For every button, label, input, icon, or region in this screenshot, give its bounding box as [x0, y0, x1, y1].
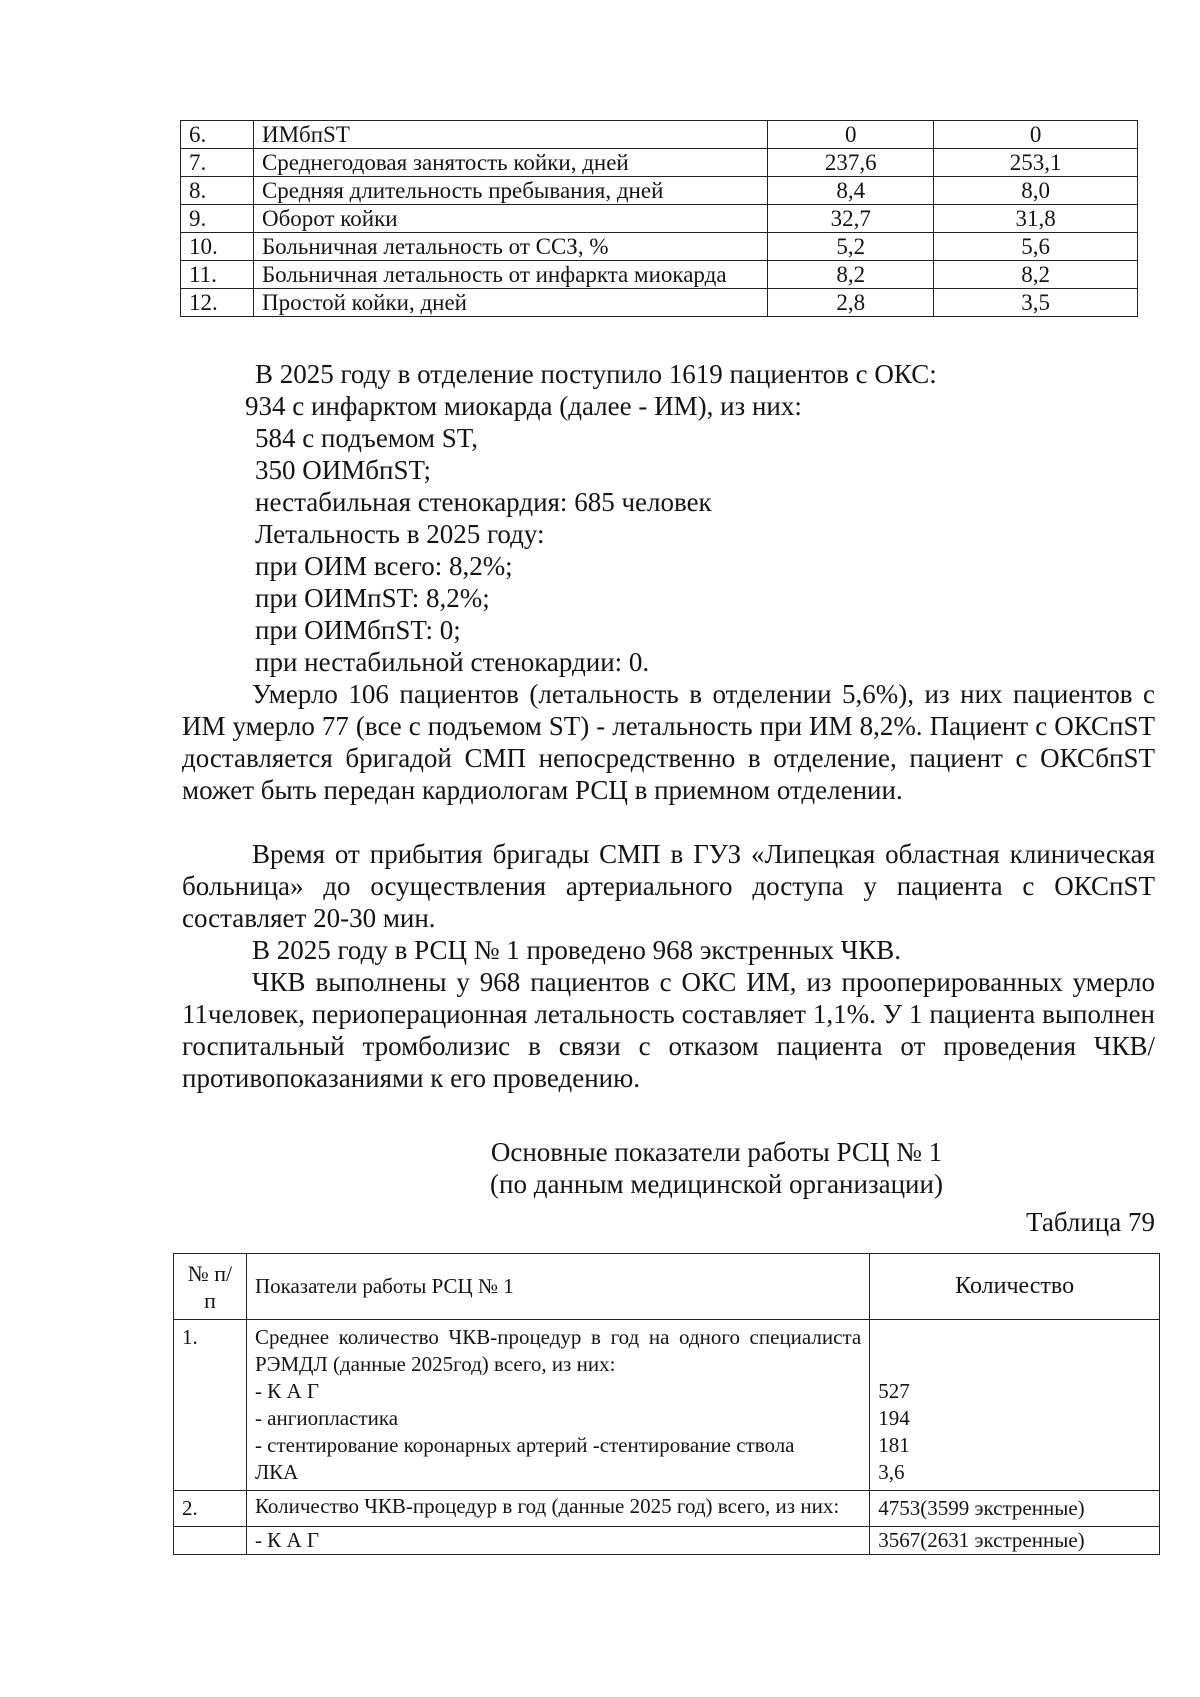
- row-indicator: Простой койки, дней: [253, 289, 767, 317]
- row-value-2: 0: [934, 121, 1138, 149]
- row-number: 6.: [181, 121, 254, 149]
- row-number: 10.: [181, 233, 254, 261]
- row-value-1: 237,6: [768, 149, 934, 177]
- body-line-2: 934 с инфарктом миокарда (далее - ИМ), из них:: [245, 391, 802, 421]
- table-row: [181, 261, 1138, 289]
- row-text: Среднее количество ЧКВ-процедур в год на одного специалиста РЭМДЛ (данные 2025год) всего, из них:: [254, 1325, 862, 1376]
- body-line-5: нестабильная стенокардия: 685 человек: [255, 487, 712, 517]
- row-indicator: ИМбпST: [253, 121, 767, 149]
- table-row: [181, 177, 1138, 205]
- row-number: 7.: [181, 149, 254, 177]
- item-angioplasty: - ангиопластика: [254, 1406, 399, 1430]
- paragraph-arrival-time: Время от прибытия бригады СМП в ГУЗ «Липецкая областная клиническая больница» до осуществления артериального доступа у пациента с ОКСпST составляет 20-30 мин.: [182, 839, 1155, 933]
- row-value-1: 5,2: [768, 233, 934, 261]
- row-value-1: 32,7: [768, 205, 934, 233]
- row-value-2: 31,8: [934, 205, 1138, 233]
- row-indicator: Среднегодовая занятость койки, дней: [253, 149, 767, 177]
- rsc-indicators-table: [173, 1253, 1160, 1555]
- header-indicator: Показатели работы РСЦ № 1: [246, 1254, 869, 1320]
- table-header-row: [174, 1254, 1160, 1320]
- row-number: 8.: [181, 177, 254, 205]
- paragraph-mortality: Умерло 106 пациентов (летальность в отделении 5,6%), из них пациентов с ИМ умерло 77 (все с подъемом ST) - летальность при ИМ 8,2%. Пациент с ОКСпST доставляется бригадой СМП непосредственно в отделение, пациент с ОКСбпST может быть передан кардиологам РСЦ в приемном отделении.: [182, 679, 1155, 805]
- row-indicator: Больничная летальность от инфаркта миокарда: [253, 261, 767, 289]
- row-number: 2.: [174, 1491, 247, 1527]
- table-row: [181, 233, 1138, 261]
- row-number: 9.: [181, 205, 254, 233]
- table-row: [174, 1491, 1160, 1527]
- row-number: 1.: [174, 1320, 247, 1491]
- table-number: Таблица 79: [1026, 1207, 1155, 1237]
- table-row: [181, 289, 1138, 317]
- row-number: 11.: [181, 261, 254, 289]
- row-value-2: 3,5: [934, 289, 1138, 317]
- row-indicator: Средняя длительность пребывания, дней: [253, 177, 767, 205]
- row-indicator: - К А Г: [246, 1527, 869, 1555]
- value-lka: 3,6: [878, 1460, 905, 1484]
- row-indicator: Больничная летальность от ССЗ, %: [253, 233, 767, 261]
- table-row: [181, 121, 1138, 149]
- row-value-1: 8,2: [768, 261, 934, 289]
- row-value-2: 8,0: [934, 177, 1138, 205]
- row-number: [174, 1527, 247, 1555]
- row-quantity: [870, 1320, 1160, 1491]
- value-kag: 527: [878, 1379, 910, 1403]
- row-indicator: Оборот койки: [253, 205, 767, 233]
- bed-indicators-table: [180, 120, 1138, 317]
- body-line-6: Летальность в 2025 году:: [255, 519, 545, 549]
- row-value-2: 5,6: [934, 233, 1138, 261]
- table-row: [174, 1527, 1160, 1555]
- row-value-1: 8,4: [768, 177, 934, 205]
- body-line-9: при ОИМбпST: 0;: [255, 615, 461, 645]
- table-row: [181, 149, 1138, 177]
- row-value-1: 2,8: [768, 289, 934, 317]
- value-stenting: 181: [878, 1433, 910, 1457]
- header-number: № п/п: [174, 1254, 247, 1320]
- row-number: 12.: [181, 289, 254, 317]
- row-indicator: [246, 1320, 869, 1491]
- row-indicator: Количество ЧКВ-процедур в год (данные 2025 год) всего, из них:: [246, 1491, 869, 1527]
- table-row: [181, 205, 1138, 233]
- body-line-10: при нестабильной стенокардии: 0.: [255, 647, 650, 677]
- paragraph-pci-results: ЧКВ выполнены у 968 пациентов с ОКС ИМ, из прооперированных умерло 11человек, периоперационная летальность составляет 1,1%. У 1 пациента выполнен госпитальный тромболизис в связи с отказом пациента от проведения ЧКВ/противопоказаниями к его проведению.: [182, 967, 1155, 1093]
- table-row: [174, 1320, 1160, 1491]
- body-line-3: 584 с подъемом ST,: [255, 423, 479, 453]
- item-kag: - К А Г: [254, 1379, 319, 1403]
- row-value-2: 8,2: [934, 261, 1138, 289]
- body-line-7: при ОИМ всего: 8,2%;: [255, 551, 513, 581]
- body-line-4: 350 ОИМбпST;: [255, 455, 431, 485]
- row-quantity: 3567(2631 экстренные): [870, 1527, 1160, 1555]
- row-quantity: 4753(3599 экстренные): [870, 1491, 1160, 1527]
- section-title-line-2: (по данным медицинской организации): [490, 1169, 943, 1199]
- body-line-1: В 2025 году в отделение поступило 1619 пациентов с ОКС:: [255, 359, 937, 389]
- paragraph-pci-count: В 2025 году в РСЦ № 1 проведено 968 экстренных ЧКВ.: [252, 935, 902, 965]
- item-stenting: - стентирование коронарных артерий -стентирование ствола: [254, 1433, 795, 1457]
- body-line-8: при ОИМпST: 8,2%;: [255, 583, 490, 613]
- row-value-1: 0: [768, 121, 934, 149]
- row-value-2: 253,1: [934, 149, 1138, 177]
- value-angioplasty: 194: [878, 1406, 910, 1430]
- item-lka: ЛКА: [254, 1460, 299, 1484]
- section-title-line-1: Основные показатели работы РСЦ № 1: [490, 1137, 943, 1167]
- header-quantity: Количество: [870, 1254, 1160, 1320]
